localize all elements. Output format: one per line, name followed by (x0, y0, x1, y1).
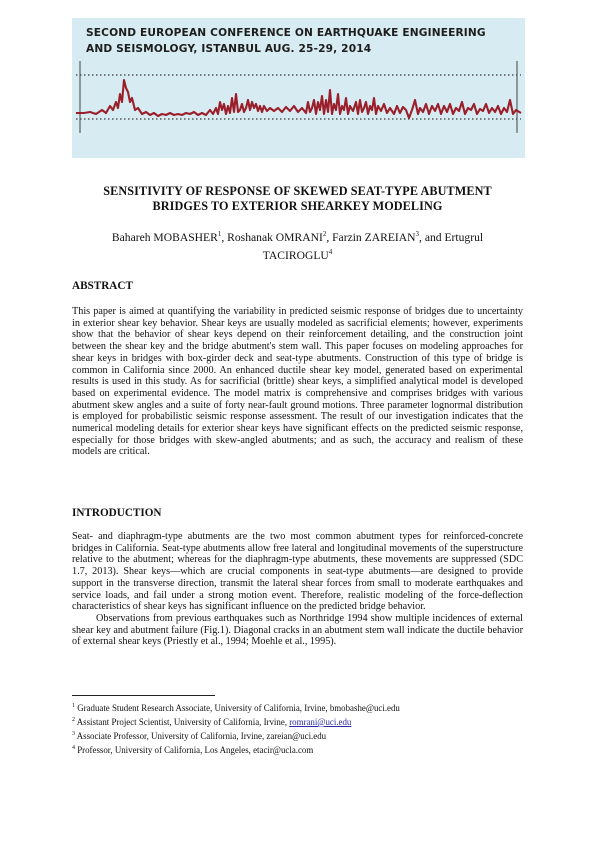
introduction-paragraph-2: Observations from previous earthquakes such as Northridge 1994 show multiple incidences of external shear key and abutment failure (Fig.1). Diagonal cracks in an abutment stem wall indicate the ductile behavior of external shear keys (Priestly et al., 1994; Moehle et al., 1995). (72, 612, 523, 648)
author-line-1: Bahareh MOBASHER$^1$, Roshanak OMRANI$^2$, Farzin ZAREIAN$^3$, and Ertugrul (111, 230, 484, 244)
seismogram-trace (76, 80, 521, 118)
footnote-text: Professor, University of California, Los Angeles, etacir@ucla.com (75, 744, 314, 755)
conference-banner (72, 18, 525, 158)
footnote-number: 2 (72, 716, 75, 723)
author-affiliation-marker: 4 (328, 247, 333, 256)
footnote-text: Associate Professor, University of California, Irvine, zareian@uci.edu (75, 730, 327, 741)
introduction-body (72, 531, 523, 648)
author-name: Roshanak OMRANI (227, 230, 323, 244)
paper-title (72, 184, 523, 214)
footnote-separator (72, 695, 215, 696)
footnote-2 (72, 715, 523, 729)
footnotes (72, 701, 523, 757)
author-name: and Ertugrul (424, 230, 484, 244)
footnote-4 (72, 743, 523, 757)
author-name: Bahareh MOBASHER (111, 230, 218, 244)
author-affiliation-marker: 2 (322, 230, 327, 238)
conference-title-line-1: SECOND EUROPEAN CONFERENCE ON EARTHQUAKE ENGINEERING (86, 27, 486, 39)
author-affiliation-marker: 1 (217, 230, 222, 238)
paper-title-line-1: SENSITIVITY OF RESPONSE OF SKEWED SEAT-TYPE ABUTMENT (103, 184, 492, 198)
paper-title-line-2: BRIDGES TO EXTERIOR SHEARKEY MODELING (152, 199, 443, 213)
abstract-body: This paper is aimed at quantifying the variability in predicted seismic response of bridges due to uncertainty in exterior shear key behavior. Shear keys are usually modeled as sacrificial elements; however, experiments show that the behavior of shear keys depend on their reinforcement detailing, and the construction joint between the shear key and the bridge abutment's stem wall. This paper focuses on modeling approaches for shear keys in bridges with box-girder deck and seat-type abutments. Construction of this type of bridge is common in California since 2000. An enhanced ductile shear key model, generated based on experimental results is used in this study. As for sacrificial (brittle) shear keys, a simplified analytical model is developed based on experimental evidence. The model matrix is comprehensive and comprises bridges with various abutment skew angles and a suite of forty near-fault ground motions. Three parameter lognormal distribution is employed for probabilistic seismic response assessment. The result of our investigation indicates that the numerical modeling details for exterior shear keys have significant effects on the predicted seismic response, especially for those bridges with skew-angled abutments; and as such, the accuracy and realism of these models are critical. (72, 306, 523, 458)
author-name: TACIROGLU (262, 248, 329, 262)
footnote-number: 3 (72, 730, 75, 737)
footnote-text: Assistant Project Scientist, University of California, Irvine, (75, 716, 290, 727)
author-name: Farzin ZAREIAN (332, 230, 416, 244)
introduction-paragraph-1: Seat- and diaphragm-type abutments are the two most common abutment types for reinforced-concrete bridges in California. Seat-type abutments allow free lateral and longitudinal movements of the superstructure relative to the abutment; whereas for the diaphragm-type abutments, these movements are suppressed (SDC 1.7, 2013). Shear keys—which are crucial components in seat-type abutments—are designed to provide support in the transverse direction, transmit the lateral shear forces from small to moderate earthquakes and service loads, and fail under a strong motion event. Therefore, realistic modeling of the force-deflection characteristics of shear keys has significant influence on the predicted bridge behavior. (72, 531, 523, 613)
footnote-number: 1 (72, 703, 75, 709)
abstract-heading: ABSTRACT (72, 280, 133, 292)
conference-title (86, 25, 516, 57)
author-list (80, 227, 515, 263)
introduction-heading: INTRODUCTION (72, 507, 162, 519)
conference-title-line-2: AND SEISMOLOGY, ISTANBUL AUG. 25-29, 2014 (86, 43, 372, 55)
footnote-text: Graduate Student Research Associate, University of California, Irvine, bmobashe@uci.edu (75, 702, 400, 713)
author-affiliation-marker: 3 (415, 230, 420, 238)
footnote-3 (72, 729, 523, 743)
footnote-number: 4 (72, 744, 75, 751)
author-line-2 (80, 245, 515, 263)
email-link[interactable]: romrani@uci.edu (289, 716, 352, 727)
footnote-1 (72, 701, 523, 715)
